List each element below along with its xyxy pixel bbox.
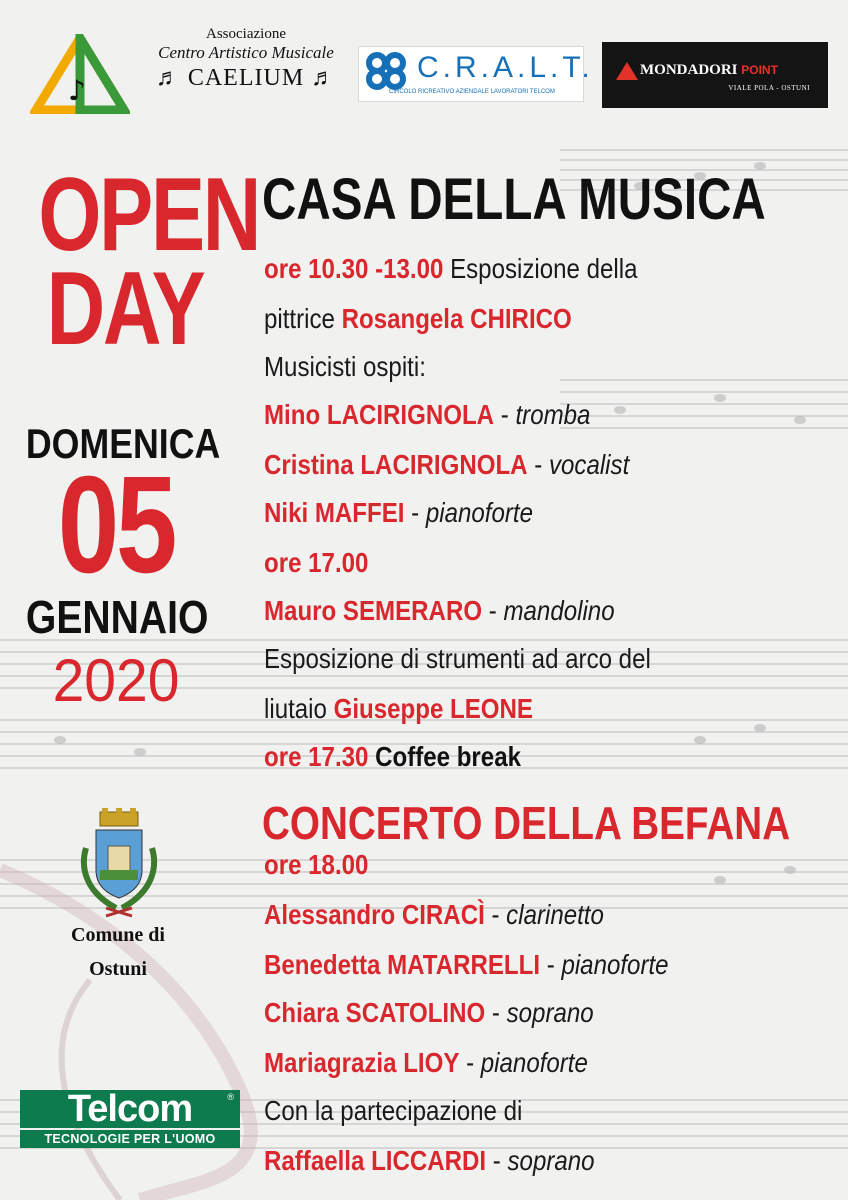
open-day-title [38, 157, 259, 367]
cralt-logo [358, 46, 594, 102]
cralt-knot-icon [363, 51, 409, 91]
event-weekday: DOMENICA [25, 420, 221, 467]
guest-row: Niki MAFFEI - pianoforte [264, 497, 533, 528]
concerto-time: ore 18.00 [264, 849, 369, 880]
caelium-triangle-logo [30, 34, 130, 114]
telcom-tagline: TECNOLOGIE PER L'UOMO [20, 1130, 240, 1148]
performer-row: Chiara SCATOLINO - soprano [264, 997, 594, 1028]
cralt-subtitle: CIRCOLO RICREATIVO AZIENDALE LAVORATORI TELCOM [389, 89, 555, 95]
coffee-break-line: ore 17.30 Coffee break [264, 741, 521, 772]
caelium-line2: Centro Artistico Musicale [158, 43, 334, 62]
telcom-logo [20, 1090, 240, 1150]
schedule-time-1700: ore 17.00 [264, 547, 369, 578]
cralt-name: C.R.A.L.T. [417, 51, 594, 84]
guest-row: Mino LACIRIGNOLA - tromba [264, 399, 591, 430]
guest-row: Cristina LACIRIGNOLA - vocalist [264, 449, 630, 480]
mondadori-brand: MONDADORI POINT [640, 62, 778, 78]
performer-row: Mariagrazia LIOY - pianoforte [264, 1047, 588, 1078]
caelium-line3: ♬ CAELIUM ♬ [155, 65, 337, 91]
mondadori-logo [602, 42, 828, 108]
day-word: DAY [46, 251, 204, 367]
liutaio-line: liutaio Giuseppe LEONE [264, 693, 533, 724]
open-word: OPEN [38, 157, 259, 273]
event-month: GENNAIO [25, 591, 209, 643]
participation-label: Con la partecipazione di [264, 1095, 523, 1126]
caelium-association-name [132, 26, 360, 92]
caelium-line1: Associazione [206, 26, 286, 42]
ostuni-coat-of-arms-icon [76, 808, 162, 922]
guests-label: Musicisti ospiti: [264, 351, 426, 382]
expo-strings-line: Esposizione di strumenti ad arco del [264, 643, 651, 674]
mondadori-subtitle: VIALE POLA - OSTUNI [728, 84, 810, 92]
performer-row: Benedetta MATARRELLI - pianoforte [264, 949, 669, 980]
concerto-della-befana-title: CONCERTO DELLA BEFANA [262, 797, 791, 849]
guest-performer-row: Raffaella LICCARDI - soprano [264, 1145, 595, 1176]
performer-row: Alessandro CIRACÌ - clarinetto [264, 899, 604, 930]
comune-line1: Comune di [71, 924, 165, 946]
mondadori-rose-icon [616, 62, 638, 80]
event-year: 2020 [52, 647, 180, 714]
comune-di-ostuni [20, 918, 216, 986]
telcom-registered: ® [227, 1092, 234, 1102]
svg-text:♪: ♪ [68, 74, 86, 107]
comune-line2: Ostuni [89, 958, 147, 980]
schedule-line-painter: pittrice Rosangela CHIRICO [264, 303, 572, 334]
telcom-brand: Telcom [20, 1090, 240, 1128]
event-day: 05 [57, 448, 175, 602]
schedule-line-morning: ore 10.30 -13.00 Esposizione della [264, 253, 638, 284]
casa-della-musica-title: CASA DELLA MUSICA [262, 167, 766, 232]
mandolin-row: Mauro SEMERARO - mandolino [264, 595, 615, 626]
